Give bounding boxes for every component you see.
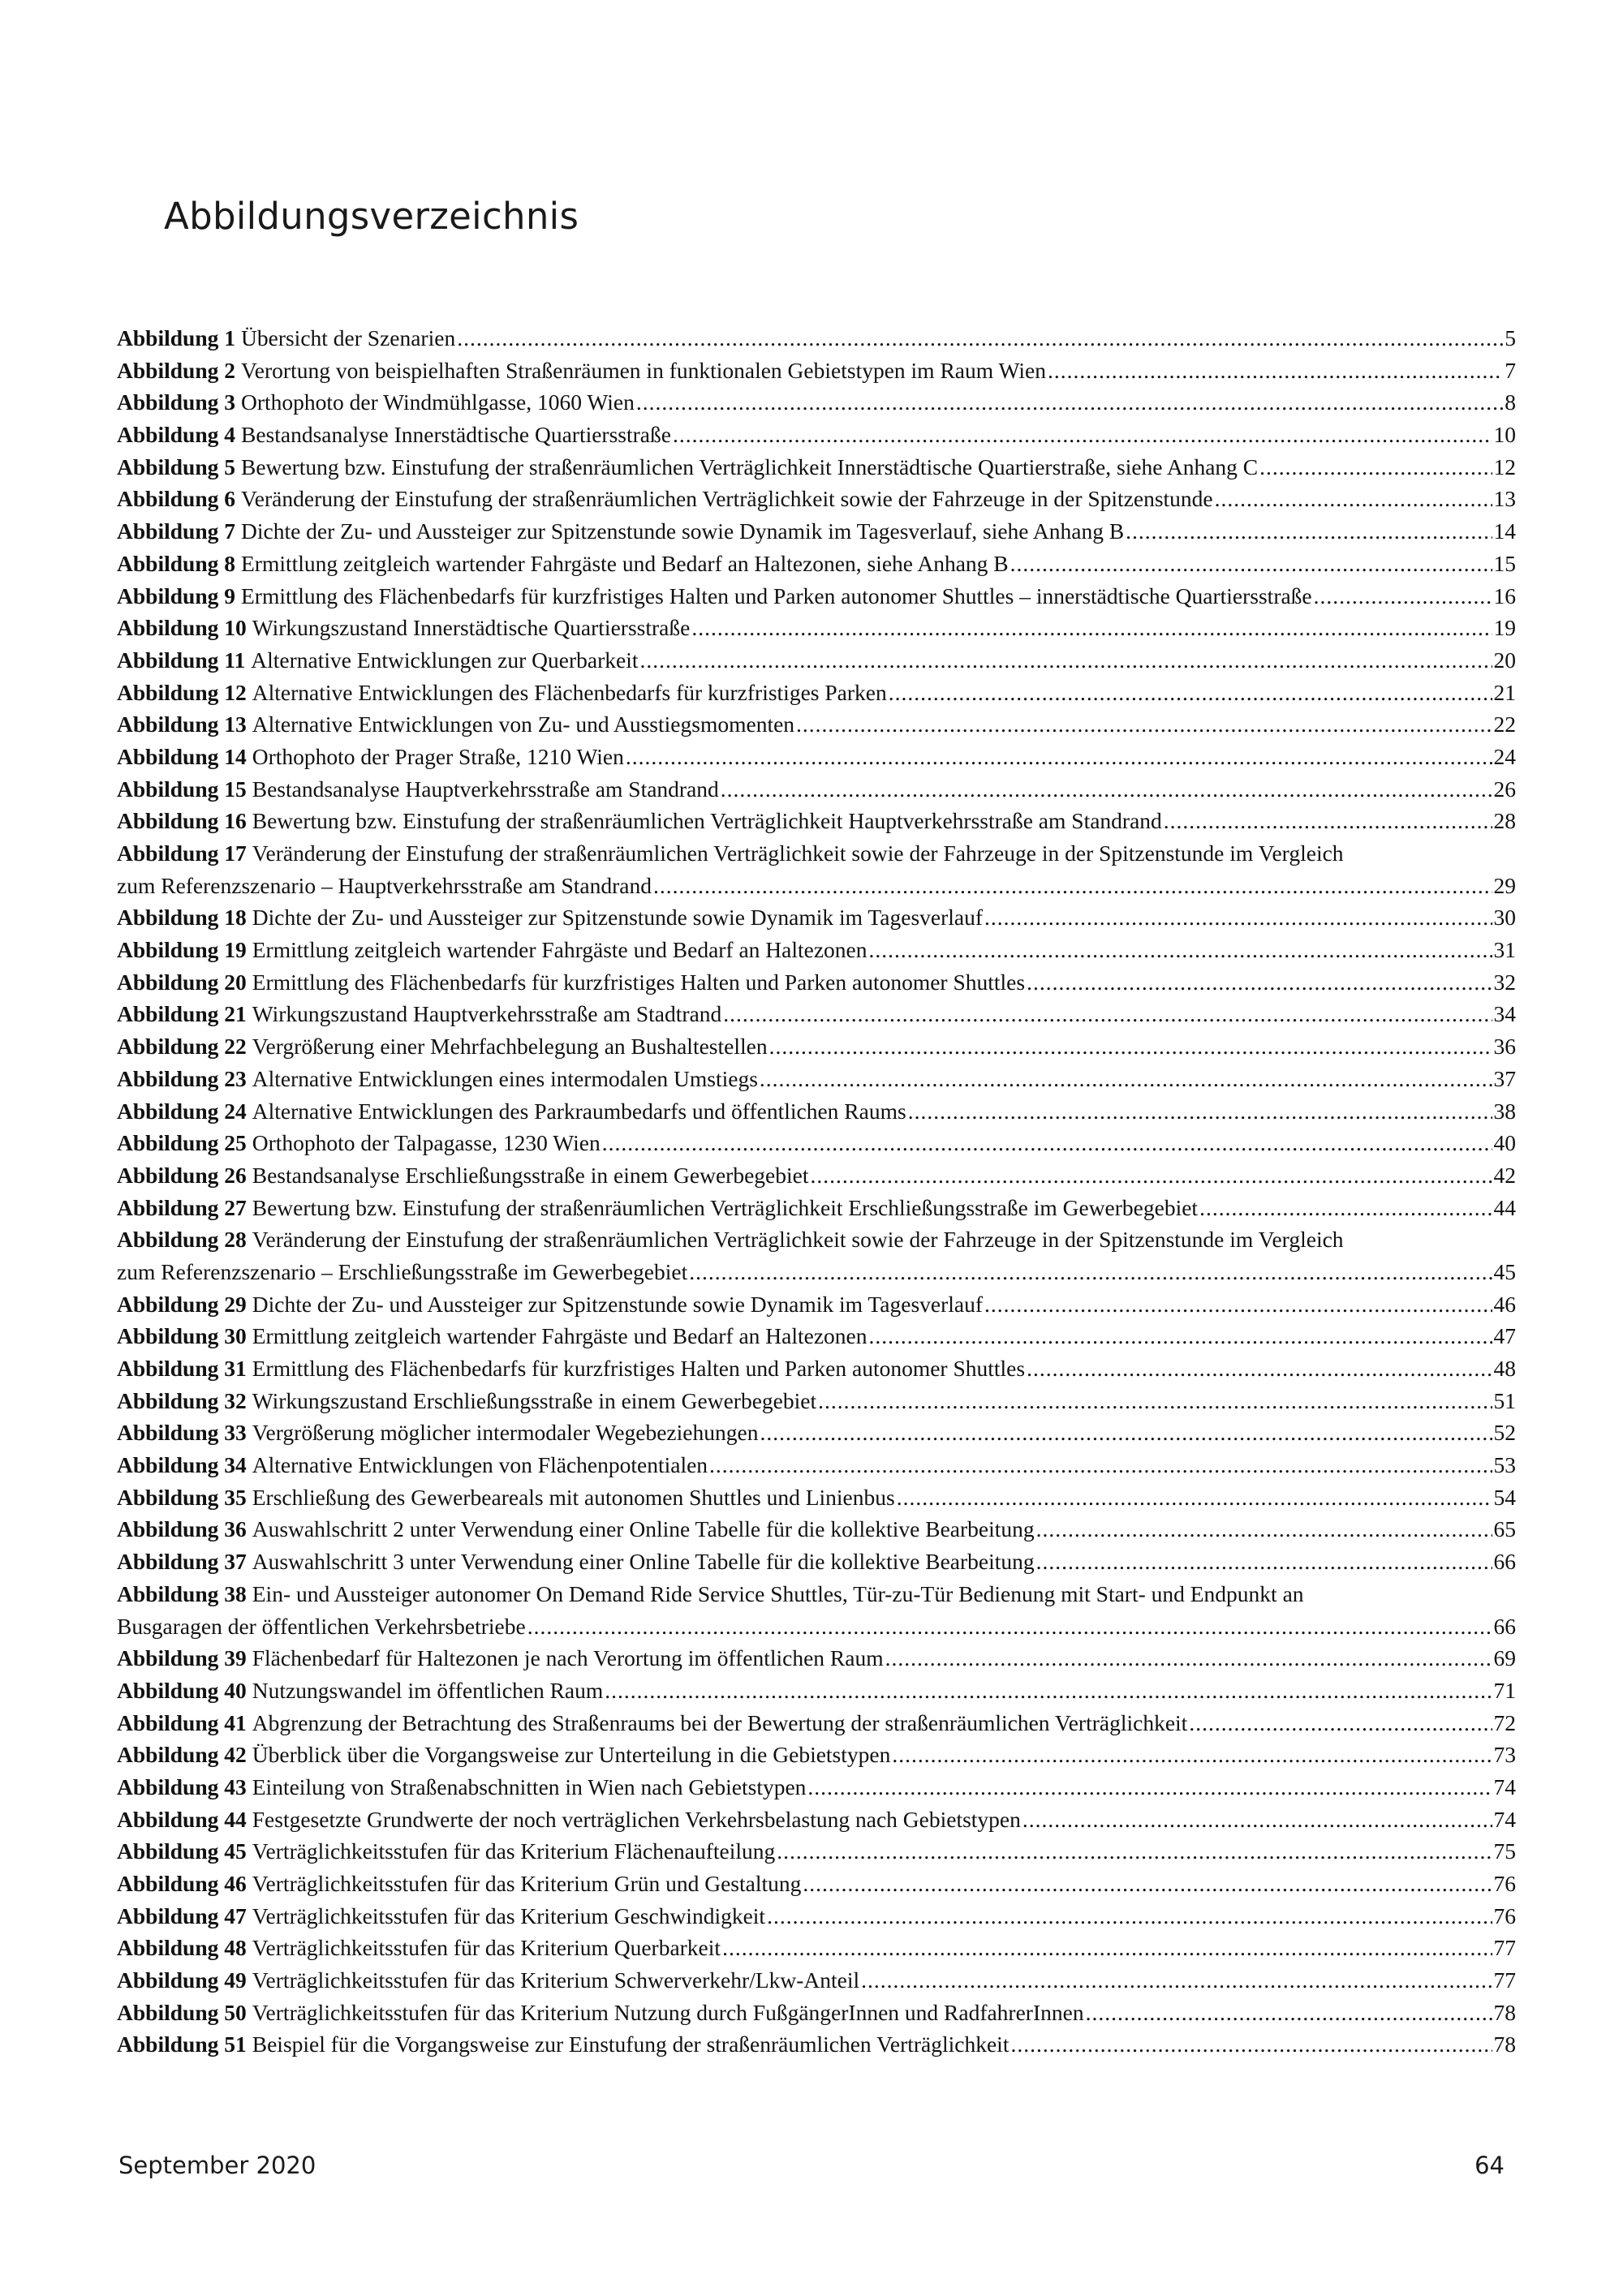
- dot-leader: [1086, 1997, 1492, 2029]
- figure-label: Abbildung 27: [117, 1194, 247, 1220]
- figure-page-number: 12: [1493, 454, 1516, 479]
- figure-title: Abgrenzung der Betrachtung des Straßenraums bei der Bewertung der straßenräumlichen Verträglichkeit: [252, 1709, 1188, 1735]
- toc-entry[interactable]: [117, 1417, 1516, 1449]
- figure-page-number: 66: [1493, 1613, 1516, 1639]
- figure-label: Abbildung 3: [117, 389, 235, 415]
- figure-label: Abbildung 30: [117, 1323, 247, 1349]
- figure-title: Bestandsanalyse Erschließungsstraße in einem Gewerbegebiet: [252, 1162, 809, 1188]
- figure-label: Abbildung 8: [117, 550, 235, 576]
- figure-page-number: 29: [1493, 872, 1516, 898]
- figure-label: Abbildung 43: [117, 1774, 247, 1799]
- figure-label: Abbildung 51: [117, 2032, 247, 2057]
- figure-label: Abbildung 29: [117, 1291, 247, 1317]
- figure-label: Abbildung 22: [117, 1034, 247, 1060]
- figure-page-number: 10: [1493, 422, 1516, 448]
- toc-entry[interactable]: [117, 419, 1516, 451]
- figure-label: Abbildung 7: [117, 518, 235, 544]
- figure-page-number: 71: [1493, 1677, 1516, 1703]
- toc-entry[interactable]: [117, 1449, 1516, 1481]
- figure-page-number: 72: [1493, 1709, 1516, 1735]
- figure-page-number: 42: [1493, 1162, 1516, 1188]
- toc-entry[interactable]: [117, 1771, 1516, 1804]
- figure-page-number: 44: [1493, 1194, 1516, 1220]
- toc-entry[interactable]: [117, 901, 1516, 934]
- figure-label: Abbildung 16: [117, 808, 247, 834]
- figure-page-number: 65: [1493, 1516, 1516, 1542]
- figure-label: Abbildung 44: [117, 1806, 247, 1832]
- figure-title: Alternative Entwicklungen zur Querbarkeit: [251, 647, 639, 673]
- toc-entry[interactable]: [117, 1320, 1516, 1352]
- toc-entry[interactable]: [117, 1288, 1516, 1321]
- figure-label: Abbildung 33: [117, 1420, 247, 1446]
- toc-entry[interactable]: [117, 966, 1516, 999]
- figure-page-number: 34: [1493, 1001, 1516, 1027]
- toc-entry[interactable]: [117, 1932, 1516, 1964]
- figure-page-number: 28: [1493, 808, 1516, 834]
- dot-leader: [1199, 1192, 1492, 1224]
- dot-leader: [721, 773, 1492, 806]
- dot-leader: [897, 1481, 1492, 1514]
- toc-entry[interactable]: [117, 1964, 1516, 1997]
- figure-page-number: 40: [1493, 1130, 1516, 1156]
- figure-title: Flächenbedarf für Haltezonen je nach Verortung im öffentlichen Raum: [252, 1645, 884, 1671]
- figure-title: Alternative Entwicklungen des Parkraumbedarfs und öffentlichen Raums: [252, 1098, 906, 1124]
- figure-title: Erschließung des Gewerbeareals mit autonomen Shuttles und Linienbus: [252, 1484, 895, 1510]
- dot-leader: [689, 1256, 1492, 1288]
- dot-leader: [984, 901, 1492, 934]
- toc-entry[interactable]: [117, 1546, 1516, 1578]
- figure-title: Ermittlung des Flächenbedarfs für kurzfristiges Halten und Parken autonomer Shuttles – innerstädtische Quartiersstraße: [241, 583, 1312, 608]
- figure-title: Orthophoto der Talpagasse, 1230 Wien: [252, 1130, 601, 1156]
- dot-leader: [1314, 580, 1492, 613]
- figure-label: Abbildung 31: [117, 1356, 247, 1381]
- figure-label: Abbildung 2: [117, 357, 235, 383]
- figure-page-number: 77: [1493, 1967, 1516, 1993]
- toc-entry[interactable]: [117, 998, 1516, 1030]
- figure-title: Ermittlung zeitgleich wartender Fahrgäste und Bedarf an Haltezonen: [252, 937, 867, 963]
- figure-label: Abbildung 9: [117, 583, 235, 608]
- figure-label: Abbildung 39: [117, 1645, 247, 1671]
- figure-title: Veränderung der Einstufung der straßenräumlichen Verträglichkeit sowie der Fahrzeuge in der Spitzenstunde im Vergleich: [252, 841, 1344, 866]
- figure-title: Verträglichkeitsstufen für das Kriterium Querbarkeit: [252, 1935, 721, 1961]
- dot-leader: [769, 1030, 1492, 1063]
- figure-title: Alternative Entwicklungen von Zu- und Ausstiegsmomenten: [252, 712, 795, 737]
- dot-leader: [1215, 483, 1492, 515]
- figure-page-number: 75: [1493, 1838, 1516, 1864]
- figure-title-continued: Busgaragen der öffentlichen Verkehrsbetriebe: [117, 1613, 526, 1639]
- figure-label: Abbildung 42: [117, 1742, 247, 1768]
- figure-title: Ermittlung zeitgleich wartender Fahrgäste und Bedarf an Haltezonen, siehe Anhang B: [241, 550, 1009, 576]
- dot-leader: [639, 644, 1492, 677]
- toc-entry[interactable]: [117, 1900, 1516, 1933]
- toc-entry[interactable]: [117, 677, 1516, 709]
- figure-label: Abbildung 26: [117, 1162, 247, 1188]
- figure-label: Abbildung 37: [117, 1549, 247, 1575]
- figure-title: Vergrößerung einer Mehrfachbelegung an Bushaltestellen: [252, 1034, 768, 1060]
- toc-entry[interactable]: [117, 1739, 1516, 1771]
- dot-leader: [1036, 1546, 1492, 1578]
- toc-entry[interactable]: [117, 1385, 1516, 1417]
- figure-page-number: 53: [1493, 1452, 1516, 1478]
- dot-leader: [760, 1417, 1492, 1449]
- dot-leader: [605, 1675, 1492, 1707]
- figure-page-number: 24: [1493, 743, 1516, 769]
- dot-leader: [908, 1095, 1492, 1128]
- dot-leader: [760, 1063, 1492, 1095]
- figure-title: Beispiel für die Vorgangsweise zur Einstufung der straßenräumlichen Verträglichkeit: [252, 2032, 1010, 2057]
- toc-entry[interactable]: [117, 1804, 1516, 1836]
- figure-label: Abbildung 13: [117, 712, 247, 737]
- figure-page-number: 22: [1493, 712, 1516, 737]
- figure-title: Vergrößerung möglicher intermodaler Wegebeziehungen: [252, 1420, 759, 1446]
- toc-entry[interactable]: [117, 612, 1516, 644]
- footer-date: September 2020: [118, 2152, 316, 2179]
- dot-leader: [811, 1159, 1492, 1192]
- figure-label: Abbildung 4: [117, 422, 235, 448]
- figure-label: Abbildung 12: [117, 679, 247, 705]
- toc-entry[interactable]: [117, 386, 1516, 419]
- figure-page-number: 54: [1493, 1484, 1516, 1510]
- dot-leader: [1048, 355, 1503, 387]
- dot-leader: [767, 1900, 1492, 1933]
- figure-page-number: 20: [1493, 647, 1516, 673]
- toc-entry[interactable]: [117, 355, 1516, 387]
- figure-title: Ein- und Aussteiger autonomer On Demand Ride Service Shuttles, Tür-zu-Tür Bedienung mit Start- und Endpunkt an: [252, 1580, 1304, 1606]
- dot-leader: [709, 1449, 1492, 1481]
- page-title: Abbildungsverzeichnis: [164, 195, 579, 238]
- dot-leader: [796, 708, 1492, 741]
- toc-entry[interactable]: [117, 580, 1516, 613]
- figure-title: Verortung von beispielhaften Straßenräumen in funktionalen Gebietstypen im Raum Wien: [241, 357, 1046, 383]
- figure-label: Abbildung 46: [117, 1871, 247, 1896]
- toc-entry[interactable]: [117, 837, 1516, 901]
- figure-label: Abbildung 23: [117, 1065, 247, 1091]
- figure-title: Festgesetzte Grundwerte der noch verträglichen Verkehrsbelastung nach Gebietstypen: [252, 1806, 1021, 1832]
- figure-page-number: 16: [1493, 583, 1516, 608]
- figure-page-number: 13: [1493, 486, 1516, 512]
- figure-page-number: 47: [1493, 1323, 1516, 1349]
- figure-title: Veränderung der Einstufung der straßenräumlichen Verträglichkeit sowie der Fahrzeuge in der Spitzenstunde im Vergleich: [252, 1227, 1344, 1253]
- figure-page-number: 38: [1493, 1098, 1516, 1124]
- figure-label: Abbildung 38: [117, 1580, 247, 1606]
- figure-label: Abbildung 50: [117, 1999, 247, 2025]
- figure-label: Abbildung 11: [117, 647, 246, 673]
- figure-title: Wirkungszustand Erschließungsstraße in einem Gewerbegebiet: [252, 1387, 817, 1413]
- figure-label: Abbildung 1: [117, 325, 235, 350]
- dot-leader: [1189, 1707, 1492, 1739]
- figure-label: Abbildung 28: [117, 1227, 247, 1253]
- dot-leader: [861, 1964, 1492, 1997]
- toc-entry[interactable]: [117, 708, 1516, 741]
- toc-entry[interactable]: [117, 1675, 1516, 1707]
- figure-page-number: 30: [1493, 905, 1516, 931]
- figure-label: Abbildung 18: [117, 905, 247, 931]
- dot-leader: [1027, 966, 1492, 999]
- toc-entry[interactable]: [117, 515, 1516, 548]
- dot-leader: [723, 998, 1492, 1030]
- dot-leader: [673, 419, 1492, 451]
- figure-label: Abbildung 25: [117, 1130, 247, 1156]
- figure-page-number: 78: [1493, 2032, 1516, 2057]
- dot-leader: [1126, 515, 1492, 548]
- toc-entry[interactable]: [117, 1642, 1516, 1675]
- toc-entry[interactable]: [117, 1095, 1516, 1128]
- figure-title: Auswahlschritt 2 unter Verwendung einer Online Tabelle für die kollektive Bearbeitung: [252, 1516, 1035, 1542]
- dot-leader: [1010, 2028, 1492, 2061]
- figure-label: Abbildung 5: [117, 454, 235, 479]
- figure-title: Ermittlung zeitgleich wartender Fahrgäste und Bedarf an Haltezonen: [252, 1323, 867, 1349]
- figure-page-number: 66: [1493, 1549, 1516, 1575]
- figure-label: Abbildung 19: [117, 937, 247, 963]
- figure-label: Abbildung 48: [117, 1935, 247, 1961]
- figure-title: Bewertung bzw. Einstufung der straßenräumlichen Verträglichkeit Innerstädtische Quartierstraße, siehe Anhang C: [241, 454, 1259, 479]
- figure-title: Bestandsanalyse Hauptverkehrsstraße am Standrand: [252, 776, 719, 802]
- figure-label: Abbildung 49: [117, 1967, 247, 1993]
- dot-leader: [984, 1288, 1492, 1321]
- footer-page-number: 64: [1474, 2152, 1505, 2179]
- figure-title: Verträglichkeitsstufen für das Kriterium Nutzung durch FußgängerInnen und RadfahrerInnen: [252, 1999, 1084, 2025]
- figure-title: Wirkungszustand Hauptverkehrsstraße am Stadtrand: [252, 1001, 722, 1027]
- toc-entry[interactable]: [117, 548, 1516, 580]
- dot-leader: [527, 1610, 1492, 1643]
- figure-page-number: 5: [1505, 325, 1516, 350]
- dot-leader: [636, 386, 1503, 419]
- toc-entry[interactable]: [117, 805, 1516, 837]
- figure-title: Bestandsanalyse Innerstädtische Quartiersstraße: [241, 422, 671, 448]
- figure-page-number: 26: [1493, 776, 1516, 802]
- figure-label: Abbildung 41: [117, 1709, 247, 1735]
- figure-page-number: 19: [1493, 615, 1516, 641]
- toc-entry[interactable]: [117, 451, 1516, 484]
- figure-title: Verträglichkeitsstufen für das Kriterium Geschwindigkeit: [252, 1903, 766, 1928]
- toc-entry[interactable]: [117, 2028, 1516, 2061]
- figure-title: Bewertung bzw. Einstufung der straßenräumlichen Verträglichkeit Erschließungsstraße im Gewerbegebiet: [252, 1194, 1199, 1220]
- toc-entry[interactable]: [117, 1578, 1516, 1642]
- toc-entry[interactable]: [117, 1707, 1516, 1739]
- dot-leader: [869, 1320, 1492, 1352]
- dot-leader: [1027, 1352, 1492, 1385]
- dot-leader: [1010, 548, 1492, 580]
- figure-title: Auswahlschritt 3 unter Verwendung einer Online Tabelle für die kollektive Bearbeitung: [252, 1549, 1035, 1575]
- figure-label: Abbildung 24: [117, 1098, 247, 1124]
- figure-page-number: 77: [1493, 1935, 1516, 1961]
- figure-title: Verträglichkeitsstufen für das Kriterium Schwerverkehr/Lkw-Anteil: [252, 1967, 860, 1993]
- dot-leader: [892, 1739, 1492, 1771]
- figure-title: Wirkungszustand Innerstädtische Quartiersstraße: [252, 615, 691, 641]
- figure-title-continued: zum Referenzszenario – Erschließungsstraße im Gewerbegebiet: [117, 1258, 688, 1284]
- figure-page-number: 73: [1493, 1742, 1516, 1768]
- figure-title: Orthophoto der Prager Straße, 1210 Wien: [252, 743, 624, 769]
- figure-page-number: 36: [1493, 1034, 1516, 1060]
- figure-label: Abbildung 47: [117, 1903, 247, 1928]
- figure-label: Abbildung 20: [117, 969, 247, 995]
- dot-leader: [889, 677, 1492, 709]
- toc-entry[interactable]: [117, 741, 1516, 773]
- toc-entry[interactable]: [117, 1868, 1516, 1900]
- figure-label: Abbildung 6: [117, 486, 235, 512]
- dot-leader: [885, 1642, 1492, 1675]
- figure-page-number: 8: [1505, 389, 1516, 415]
- figure-label: Abbildung 15: [117, 776, 247, 802]
- toc-entry[interactable]: [117, 322, 1516, 355]
- figure-page-number: 52: [1493, 1420, 1516, 1446]
- figure-page-number: 7: [1505, 357, 1516, 383]
- figure-title: Dichte der Zu- und Aussteiger zur Spitzenstunde sowie Dynamik im Tagesverlauf: [252, 905, 984, 931]
- dot-leader: [691, 612, 1492, 644]
- toc-entry[interactable]: [117, 1997, 1516, 2029]
- figure-label: Abbildung 14: [117, 743, 247, 769]
- toc-entry[interactable]: [117, 1513, 1516, 1546]
- figure-label: Abbildung 34: [117, 1452, 247, 1478]
- figure-label: Abbildung 21: [117, 1001, 247, 1027]
- toc-entry[interactable]: [117, 1481, 1516, 1514]
- figure-label: Abbildung 32: [117, 1387, 247, 1413]
- figure-page-number: 15: [1493, 550, 1516, 576]
- dot-leader: [807, 1771, 1492, 1804]
- dot-leader: [1036, 1513, 1492, 1546]
- figure-title: Verträglichkeitsstufen für das Kriterium Flächenaufteilung: [252, 1838, 776, 1864]
- toc-entry[interactable]: [117, 773, 1516, 806]
- figure-page-number: 76: [1493, 1903, 1516, 1928]
- dot-leader: [602, 1127, 1492, 1159]
- figure-title: Bewertung bzw. Einstufung der straßenräumlichen Verträglichkeit Hauptverkehrsstraße am Standrand: [252, 808, 1162, 834]
- dot-leader: [869, 934, 1492, 966]
- figure-title: Verträglichkeitsstufen für das Kriterium Grün und Gestaltung: [252, 1871, 802, 1896]
- figure-label: Abbildung 35: [117, 1484, 247, 1510]
- toc-entry[interactable]: [117, 1192, 1516, 1224]
- dot-leader: [626, 741, 1492, 773]
- figure-title: Übersicht der Szenarien: [241, 325, 456, 350]
- figure-label: Abbildung 17: [117, 841, 247, 866]
- figure-page-number: 32: [1493, 969, 1516, 995]
- figure-title: Alternative Entwicklungen des Flächenbedarfs für kurzfristiges Parken: [252, 679, 887, 705]
- figure-title: Nutzungswandel im öffentlichen Raum: [252, 1677, 604, 1703]
- dot-leader: [803, 1868, 1492, 1900]
- figure-page-number: 46: [1493, 1291, 1516, 1317]
- toc-entry[interactable]: [117, 1352, 1516, 1385]
- toc-entry[interactable]: [117, 1223, 1516, 1288]
- toc-entry[interactable]: [117, 1159, 1516, 1192]
- dot-leader: [653, 870, 1492, 902]
- figure-page-number: 48: [1493, 1356, 1516, 1381]
- figure-label: Abbildung 36: [117, 1516, 247, 1542]
- figure-title: Ermittlung des Flächenbedarfs für kurzfristiges Halten und Parken autonomer Shuttles: [252, 969, 1026, 995]
- figure-list: [117, 322, 1516, 2061]
- figure-page-number: 14: [1493, 518, 1516, 544]
- dot-leader: [457, 322, 1503, 355]
- figure-page-number: 21: [1493, 679, 1516, 705]
- dot-leader: [777, 1835, 1492, 1868]
- figure-label: Abbildung 40: [117, 1677, 247, 1703]
- dot-leader: [1164, 805, 1492, 837]
- toc-entry[interactable]: [117, 934, 1516, 966]
- toc-entry[interactable]: [117, 1127, 1516, 1159]
- figure-title-continued: zum Referenzszenario – Hauptverkehrsstraße am Standrand: [117, 872, 652, 898]
- figure-page-number: 78: [1493, 1999, 1516, 2025]
- figure-title: Dichte der Zu- und Aussteiger zur Spitzenstunde sowie Dynamik im Tagesverlauf: [252, 1291, 984, 1317]
- figure-title: Orthophoto der Windmühlgasse, 1060 Wien: [241, 389, 635, 415]
- toc-entry[interactable]: [117, 644, 1516, 677]
- dot-leader: [1022, 1804, 1492, 1836]
- toc-entry[interactable]: [117, 1030, 1516, 1063]
- figure-title: Alternative Entwicklungen von Flächenpotentialen: [252, 1452, 708, 1478]
- figure-page-number: 31: [1493, 937, 1516, 963]
- figure-title: Veränderung der Einstufung der straßenräumlichen Verträglichkeit sowie der Fahrzeuge in der Spitzenstunde: [241, 486, 1213, 512]
- figure-page-number: 51: [1493, 1387, 1516, 1413]
- toc-entry[interactable]: [117, 483, 1516, 515]
- figure-title: Überblick über die Vorgangsweise zur Unterteilung in die Gebietstypen: [252, 1742, 891, 1768]
- figure-title: Ermittlung des Flächenbedarfs für kurzfristiges Halten und Parken autonomer Shuttles: [252, 1356, 1026, 1381]
- dot-leader: [722, 1932, 1492, 1964]
- figure-title: Einteilung von Straßenabschnitten in Wien nach Gebietstypen: [252, 1774, 807, 1799]
- figure-page-number: 37: [1493, 1065, 1516, 1091]
- dot-leader: [1259, 451, 1492, 484]
- dot-leader: [818, 1385, 1492, 1417]
- toc-entry[interactable]: [117, 1063, 1516, 1095]
- figure-title: Alternative Entwicklungen eines intermodalen Umstiegs: [252, 1065, 758, 1091]
- figure-page-number: 74: [1493, 1806, 1516, 1832]
- figure-label: Abbildung 10: [117, 615, 247, 641]
- figure-label: Abbildung 45: [117, 1838, 247, 1864]
- figure-page-number: 45: [1493, 1258, 1516, 1284]
- figure-page-number: 74: [1493, 1774, 1516, 1799]
- toc-entry[interactable]: [117, 1835, 1516, 1868]
- figure-title: Dichte der Zu- und Aussteiger zur Spitzenstunde sowie Dynamik im Tagesverlauf, siehe Anhang B: [241, 518, 1125, 544]
- figure-page-number: 69: [1493, 1645, 1516, 1671]
- figure-page-number: 76: [1493, 1871, 1516, 1896]
